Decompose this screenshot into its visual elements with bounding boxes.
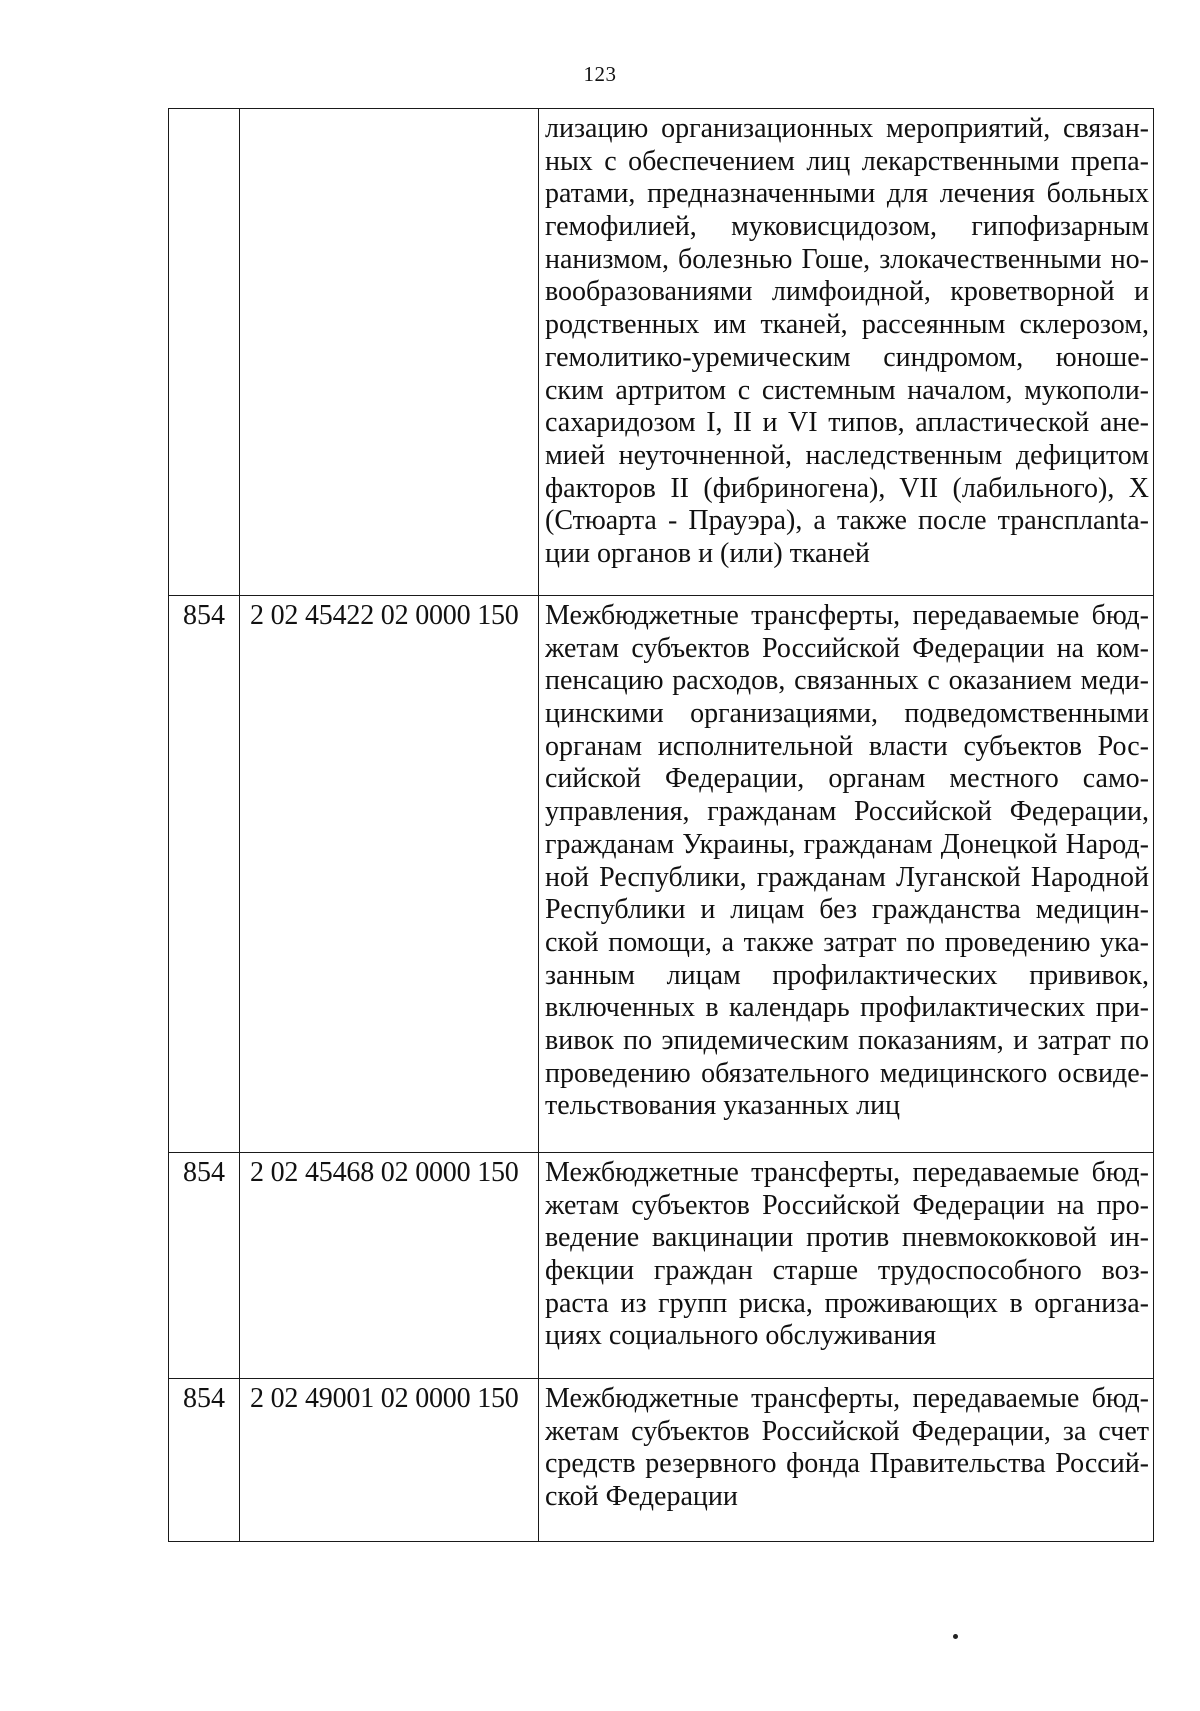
description-line: жетам субъектов Российской Федерации, за счет (545, 1415, 1149, 1447)
budget-code-cell: 2 02 45468 02 0000 150 (240, 1153, 539, 1379)
description-line: жетам субъектов Российской Федерации на ком- (545, 632, 1149, 664)
description-line: включенных в календарь профилактических при- (545, 992, 1149, 1024)
description-line: циях социального обслуживания (545, 1320, 937, 1352)
description-line: (Стюарта - Прауэра), а также после трансплanta- (545, 505, 1149, 537)
description-line: ским артритом с системным началом, мукополи- (545, 374, 1149, 406)
description-line: ской помощи, а также затрат по проведению ука- (545, 926, 1149, 958)
table-row (169, 1153, 1154, 1379)
description-cell (539, 109, 1154, 596)
description-cell (539, 596, 1154, 1153)
description-line: вивок по эпидемическим показаниям, и затрат по (545, 1024, 1149, 1056)
scan-dot-mark (953, 1634, 958, 1639)
description-line: пенсацию расходов, связанных с оказанием меди- (545, 665, 1149, 697)
budget-code-cell: 2 02 49001 02 0000 150 (240, 1379, 539, 1542)
admin-code-cell: 854 (169, 1379, 240, 1542)
table-row (169, 109, 1154, 596)
table-row (169, 1379, 1154, 1542)
description-line: гемофилией, муковисцидозом, гипофизарным (545, 211, 1149, 243)
description-line: раста из групп риска, проживающих в организа- (545, 1287, 1149, 1319)
description-line: ратами, предназначенными для лечения больных (545, 178, 1149, 210)
description-line: фекции граждан старше трудоспособного воз- (545, 1255, 1149, 1287)
description-line: вообразованиями лимфоидной, кроветворной и (545, 276, 1149, 308)
description-line: гемолитико-уремическим синдромом, юноше- (545, 341, 1149, 373)
description-line: ных с обеспечением лиц лекарственными препа- (545, 145, 1149, 177)
description-line: ведение вакцинации против пневмококковой ин- (545, 1222, 1149, 1254)
description-line: ции органов и (или) тканей (545, 537, 870, 569)
description-line: Межбюджетные трансферты, передаваемые бюд- (545, 1157, 1149, 1188)
admin-code-cell: 854 (169, 596, 240, 1153)
description-line: ной Республики, гражданам Луганской Народной (545, 861, 1149, 893)
description-cell (539, 1153, 1154, 1379)
budget-classification-table (168, 108, 1154, 1542)
description-line: факторов II (фибриногена), VII (лабильного), X (545, 472, 1149, 504)
admin-code-cell (169, 109, 240, 596)
description-line: Межбюджетные трансферты, передаваемые бюд- (545, 600, 1149, 631)
description-line: мией неуточненной, наследственным дефицитом (545, 439, 1149, 471)
budget-code-cell: 2 02 45422 02 0000 150 (240, 596, 539, 1153)
description-line: сийской Федерации, органам местного само- (545, 763, 1149, 795)
table-row (169, 596, 1154, 1153)
description-line: жетам субъектов Российской Федерации на про- (545, 1189, 1149, 1221)
description-line: нанизмом, болезнью Гоше, злокачественными но- (545, 243, 1149, 275)
budget-code-cell (240, 109, 539, 596)
description-line: сахаридозом I, II и VI типов, апластической ане- (545, 407, 1149, 439)
description-cell (539, 1379, 1154, 1542)
description-line: родственных им тканей, рассеянным склерозом, (545, 309, 1149, 341)
description-line: средств резервного фонда Правительства Россий- (545, 1448, 1149, 1480)
description-line: цинскими организациями, подведомственными (545, 698, 1149, 730)
description-line: ской Федерации (545, 1481, 738, 1513)
description-line: Республики и лицам без гражданства медицин- (545, 894, 1149, 926)
description-line: гражданам Украины, гражданам Донецкой Народ- (545, 828, 1149, 860)
description-line: проведению обязательного медицинского освиде- (545, 1057, 1149, 1089)
admin-code-cell: 854 (169, 1153, 240, 1379)
description-line: Межбюджетные трансферты, передаваемые бюд- (545, 1383, 1149, 1414)
description-line: занным лицам профилактических прививок, (545, 959, 1149, 991)
page-number: 123 (583, 62, 617, 86)
description-line: управления, гражданам Российской Федерации, (545, 796, 1149, 828)
description-line: тельствования указанных лиц (545, 1090, 901, 1122)
description-line: лизацию организационных мероприятий, связан- (545, 113, 1149, 144)
description-line: органам исполнительной власти субъектов Рос- (545, 730, 1149, 762)
